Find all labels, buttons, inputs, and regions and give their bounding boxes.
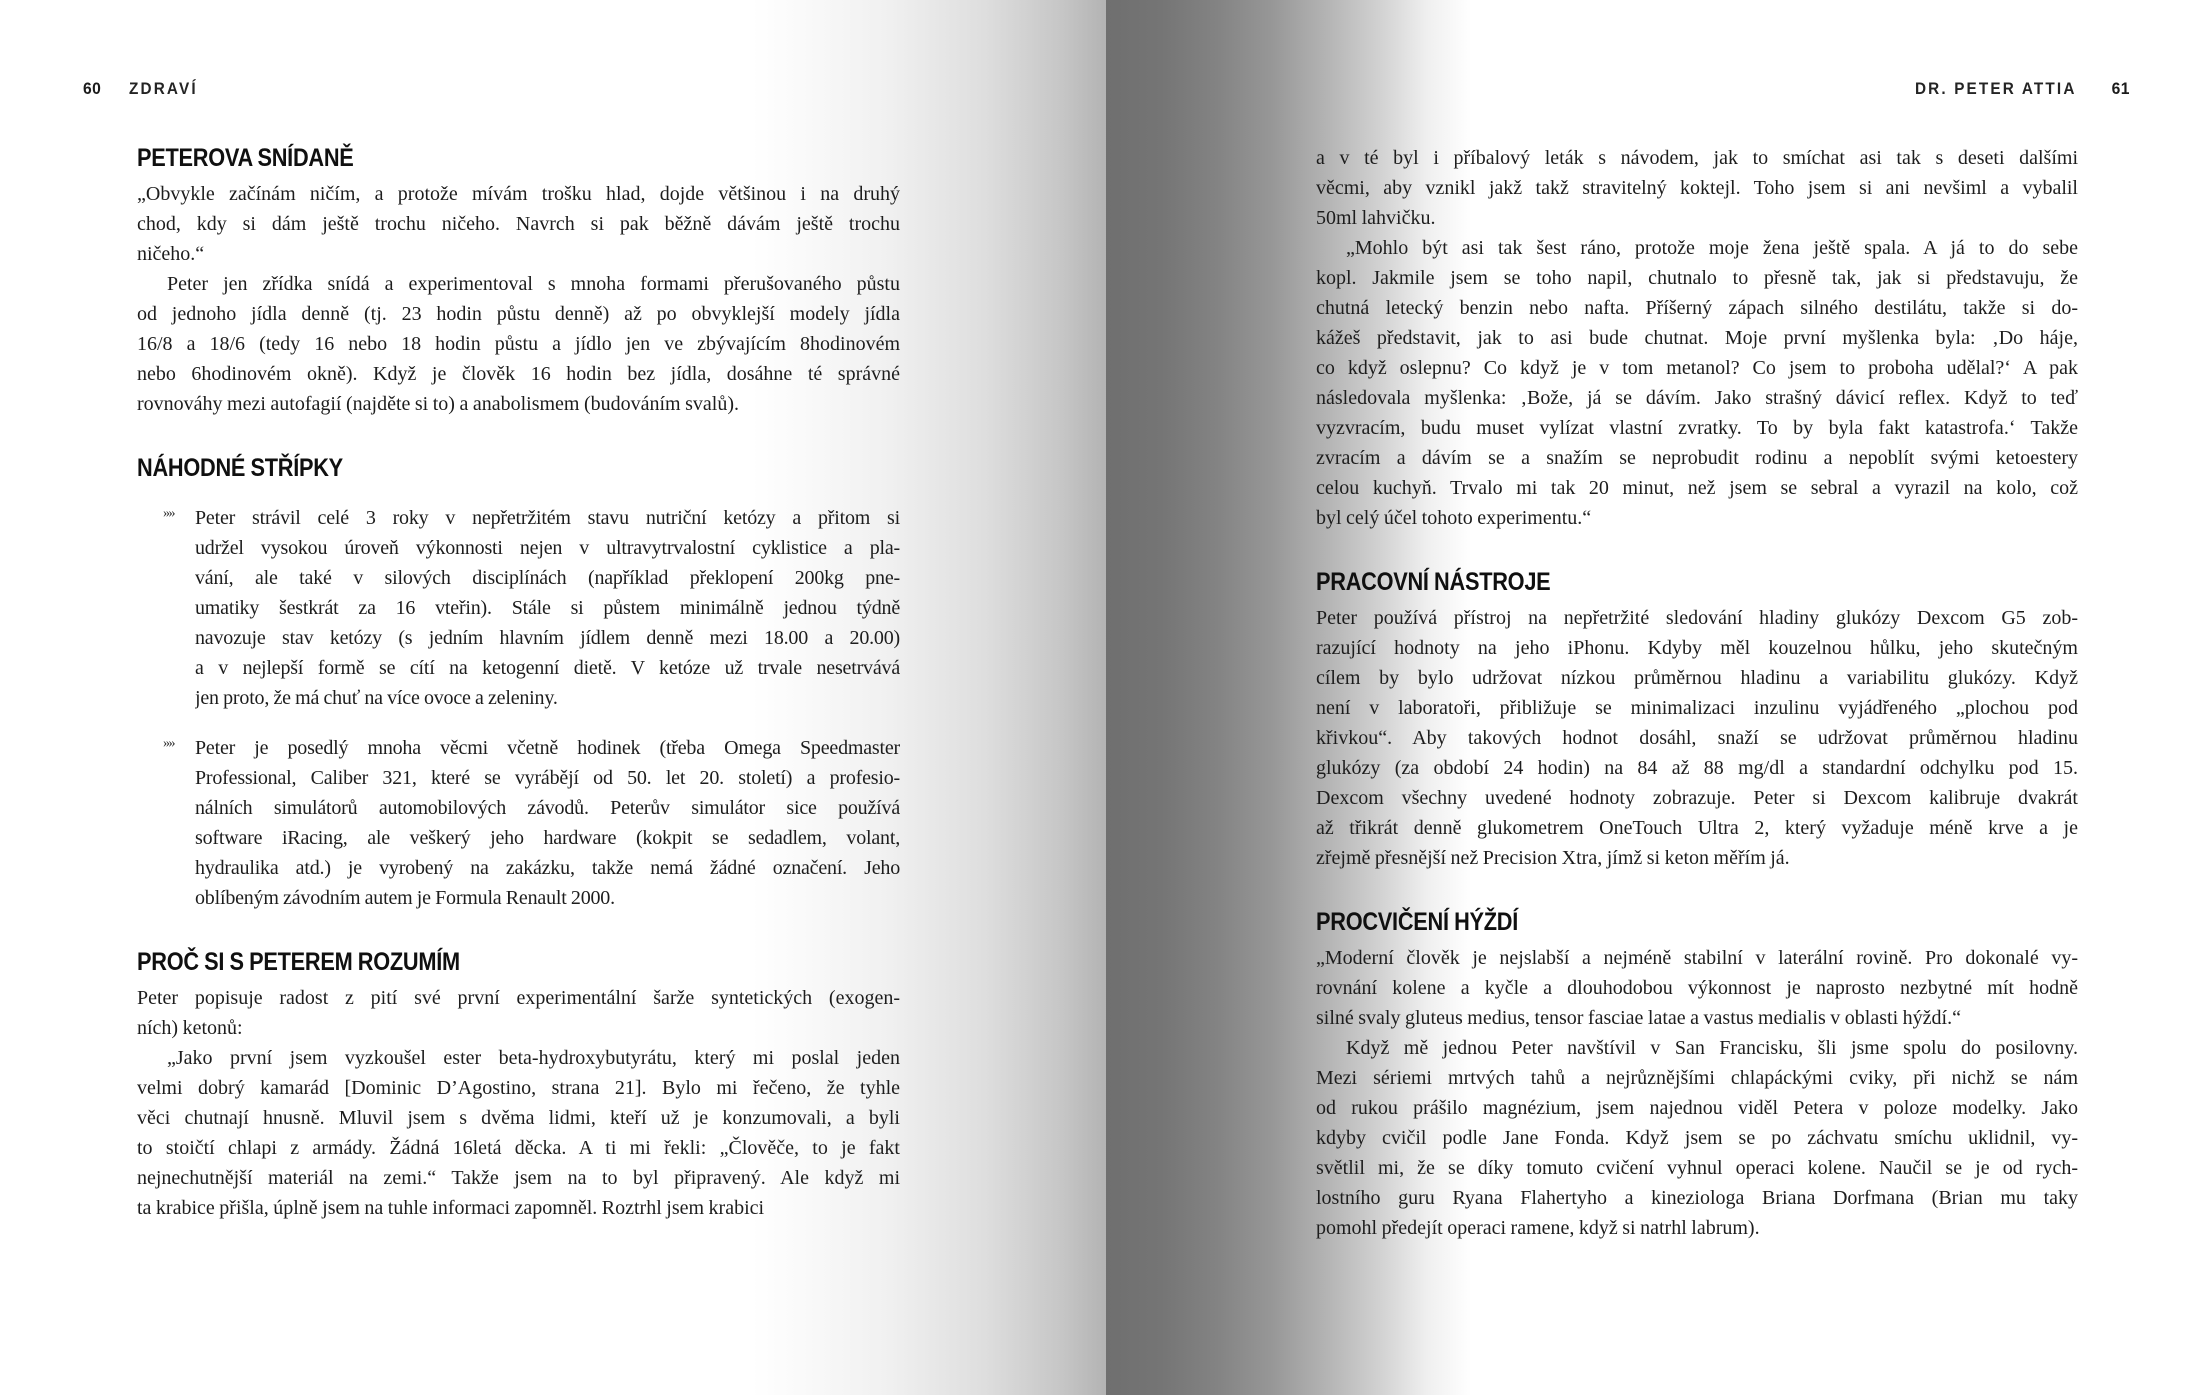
text-line: není v laboratoři, přibližuje se minimalizaci inzulinu vyjádřeného „plochou pod — [1316, 697, 2078, 719]
paragraph — [137, 1043, 900, 1223]
text-line: Peter jen zřídka snídá a experimentoval s mnoha formami přerušovaného půstu — [167, 273, 900, 295]
text-line: následovala myšlenka: ‚Bože, já se dávím. Jako strašný dávicí reflex. Když to teď — [1316, 387, 2078, 409]
text-line: „Obvykle začínám ničím, a protože mívám trošku hlad, dojde většinou i na druhý — [137, 183, 900, 205]
text-line: a v té byl i příbalový leták s návodem, jak to smíchat asi tak s deseti dalšími — [1316, 147, 2078, 169]
running-header-right — [1897, 80, 2130, 97]
text-line: Peter je posedlý mnoha věcmi včetně hodinek (třeba Omega Speedmaster — [195, 737, 900, 759]
text-line: Když mě jednou Peter navštívil v San Francisku, šli jsme spolu do posilovny. — [1346, 1037, 2078, 1059]
text-line: ta krabice přišla, úplně jsem na tuhle informaci zapomněl. Roztrhl jsem krabici — [137, 1197, 765, 1219]
section-heading-text: PRACOVNÍ NÁSTROJE — [1316, 568, 1551, 596]
text-line: glukózy (za období 24 hodin) na 84 až 88 mg/dl a standardní odchylku pod 15. — [1316, 757, 2078, 779]
section-heading-text: NÁHODNÉ STŘÍPKY — [137, 454, 343, 482]
text-line: zvracím a dávím se a snažím se neprobudit rodinu a nepoblít svými ketoestery — [1316, 447, 2078, 469]
running-title-left: ZDRAVÍ — [128, 79, 198, 98]
text-line: od jednoho jídla denně (tj. 23 hodin půstu denně) až po obvyklejší modely jídla — [137, 303, 900, 325]
running-header-left — [83, 80, 205, 97]
text-line: Peter popisuje radost z pití své první experimentální šarže syntetických (exogen- — [137, 987, 900, 1009]
text-line: Peter strávil celé 3 roky v nepřetržitém stavu nutriční ketózy a přitom si — [195, 507, 900, 529]
text-line: to stoičtí chlapi z armády. Žádná 16letá děcka. A ti mi řekli: „Člověče, to je fakt — [137, 1137, 900, 1159]
page-number-right: 61 — [2111, 79, 2130, 98]
text-line: křivkou“. Aby takových hodnot dosáhl, snaží se udržovat průměrnou hladinu — [1316, 727, 2078, 749]
text-line: „Jako první jsem vyzkoušel ester beta-hydroxybutyrátu, který mi poslal jeden — [167, 1047, 900, 1069]
paragraph — [1316, 143, 2078, 233]
text-line: vání, ale také v silových disciplínách (například překlopení 200kg pne- — [195, 567, 900, 589]
text-line: vyzvracím, budu muset vylízat vlastní zvratky. To by byla fakt katastrofa.‘ Takže — [1316, 417, 2078, 439]
text-line: Mezi sériemi mrtvých tahů a nejrůznějšími chlapáckými cviky, při nichž se nám — [1316, 1067, 2078, 1089]
paragraph — [1316, 1033, 2078, 1243]
text-line: co když oslepnu? Co když je v tom metanol? Co jsem to proboha udělal?‘ A pak — [1316, 357, 2078, 379]
bullet-marker-icon: »» — [163, 736, 174, 751]
section-heading-text: PROČ SI S PETEREM ROZUMÍM — [137, 948, 460, 976]
text-line: rovnání kolene a kyčle a dlouhodobou výkonnost je naprosto nezbytné mít hodně — [1316, 977, 2078, 999]
text-line: lostního guru Ryana Flahertyho a kineziologa Briana Dorfmana (Brian mu taky — [1316, 1187, 2078, 1209]
text-line: nebo 6hodinovém okně). Když je člověk 16 hodin bez jídla, dosáhne té správné — [137, 363, 900, 385]
bullet-item — [137, 503, 900, 713]
page-number-left: 60 — [83, 79, 102, 98]
text-line: Professional, Caliber 321, které se vyrábějí od 50. let 20. století) a profesio- — [195, 767, 900, 789]
text-line: ničeho.“ — [137, 243, 205, 265]
section-heading — [137, 453, 900, 483]
section-heading — [137, 143, 900, 173]
text-line: věci chutnají hnusně. Mluvil jsem s dvěma lidmi, kteří už je konzumovali, a byli — [137, 1107, 900, 1129]
paragraph — [1316, 603, 2078, 873]
text-line: kdyby cvičil podle Jane Fonda. Když jsem se po záchvatu smíchu uklidnil, vy- — [1316, 1127, 2078, 1149]
text-line: 16/8 a 18/6 (tedy 16 nebo 18 hodin půstu a jídlo jen ve zbývajícím 8hodinovém — [137, 333, 900, 355]
text-line: razující hodnoty na jeho iPhonu. Kdyby měl kouzelnou hůlku, jeho skutečným — [1316, 637, 2078, 659]
text-line: „Moderní člověk je nejslabší a nejméně stabilní v laterální rovině. Pro dokonalé vy- — [1316, 947, 2078, 969]
text-line: silné svaly gluteus medius, tensor fasciae latae a vastus medialis v oblasti hýždí.“ — [1316, 1007, 1961, 1029]
text-line: celou kuchyň. Trvalo mi tak 20 minut, než jsem se sebral a vyrazil na kolo, což — [1316, 477, 2078, 499]
text-line: nejnechutnější materiál na zemi.“ Takže jsem na to byl připravený. Ale když mi — [137, 1167, 900, 1189]
text-line: software iRacing, ale veškerý jeho hardware (kokpit se sedadlem, volant, — [195, 827, 900, 849]
section-heading-text: PROCVIČENÍ HÝŽDÍ — [1316, 908, 1519, 936]
text-line: udržel vysokou úroveň výkonnosti nejen v ultravytrvalostní cyklistice a pla- — [195, 537, 900, 559]
page-right — [1106, 0, 2212, 1395]
text-line: cílem by bylo udržovat nízkou průměrnou hladinu a variabilitu glukózy. Když — [1316, 667, 2078, 689]
section-heading — [1316, 567, 2078, 597]
bullet-item — [137, 733, 900, 913]
running-title-right: DR. PETER ATTIA — [1914, 79, 2077, 98]
section-heading-text: PETEROVA SNÍDANĚ — [137, 144, 354, 172]
text-line: umatiky šestkrát za 16 vteřin). Stále si půstem minimálně jednou týdně — [195, 597, 900, 619]
text-line: hydraulika atd.) je vyrobený na zakázku, takže nemá žádné označení. Jeho — [195, 857, 900, 879]
text-line: chod, kdy si dám ještě trochu ničeho. Navrch si pak běžně dávám ještě trochu — [137, 213, 900, 235]
text-line: kopl. Jakmile jsem se toho napil, chutnalo to přesně tak, jak si představuju, že — [1316, 267, 2078, 289]
text-line: rovnováhy mezi autofagií (najděte si to) a anabolismem (budováním svalů). — [137, 393, 739, 415]
text-line: od rukou prášilo magnézium, jsem najednou viděl Petera v poloze modelky. Jako — [1316, 1097, 2078, 1119]
page-right-content — [1316, 143, 2078, 1243]
paragraph — [137, 179, 900, 269]
text-line: jen proto, že má chuť na více ovoce a zeleniny. — [195, 687, 558, 709]
text-line: Peter používá přístroj na nepřetržité sledování hladiny glukózy Dexcom G5 zob- — [1316, 607, 2078, 629]
text-line: nálních simulátorů automobilových závodů. Peterův simulátor sice používá — [195, 797, 900, 819]
bullet-marker-icon: »» — [163, 506, 174, 521]
paragraph — [137, 983, 900, 1043]
text-line: oblíbeným závodním autem je Formula Renault 2000. — [195, 887, 615, 909]
paragraph — [1316, 233, 2078, 533]
page-left-content — [137, 143, 900, 1223]
text-line: Dexcom všechny uvedené hodnoty zobrazuje. Peter si Dexcom kalibruje dvakrát — [1316, 787, 2078, 809]
text-line: 50ml lahvičku. — [1316, 207, 1436, 229]
text-line: velmi dobrý kamarád [Dominic D’Agostino, strana 21]. Bylo mi řečeno, že tyhle — [137, 1077, 900, 1099]
paragraph — [1316, 943, 2078, 1033]
section-heading — [1316, 907, 2078, 937]
text-line: věcmi, aby vznikl jakž takž stravitelný koktejl. Toho jsem si ani nevšiml a vybalil — [1316, 177, 2078, 199]
text-line: světlil mi, že se díky tomuto cvičení vyhnul operaci kolene. Naučil se je od rych- — [1316, 1157, 2078, 1179]
text-line: byl celý účel tohoto experimentu.“ — [1316, 507, 1592, 529]
section-heading — [137, 947, 900, 977]
text-line: zřejmě přesnější než Precision Xtra, jímž si keton měřím já. — [1316, 847, 1790, 869]
text-line: ních) ketonů: — [137, 1017, 243, 1039]
text-line: chutná letecký benzin nebo nafta. Příšerný zápach silného destilátu, takže si do- — [1316, 297, 2078, 319]
text-line: „Mohlo být asi tak šest ráno, protože moje žena ještě spala. A já to do sebe — [1346, 237, 2078, 259]
text-line: a v nejlepší formě se cítí na ketogenní dietě. V ketóze už trvale nesetrvává — [195, 657, 900, 679]
paragraph — [137, 269, 900, 419]
text-line: kážeš představit, jak to asi bude chutnat. Moje první myšlenka byla: ‚Do háje, — [1316, 327, 2078, 349]
text-line: navozuje stav ketózy (s jedním hlavním jídlem denně mezi 18.00 a 20.00) — [195, 627, 900, 649]
text-line: až třikrát denně glukometrem OneTouch Ultra 2, který vyžaduje méně krve a je — [1316, 817, 2078, 839]
text-line: pomohl předejít operaci ramene, když si natrhl labrum). — [1316, 1217, 1760, 1239]
